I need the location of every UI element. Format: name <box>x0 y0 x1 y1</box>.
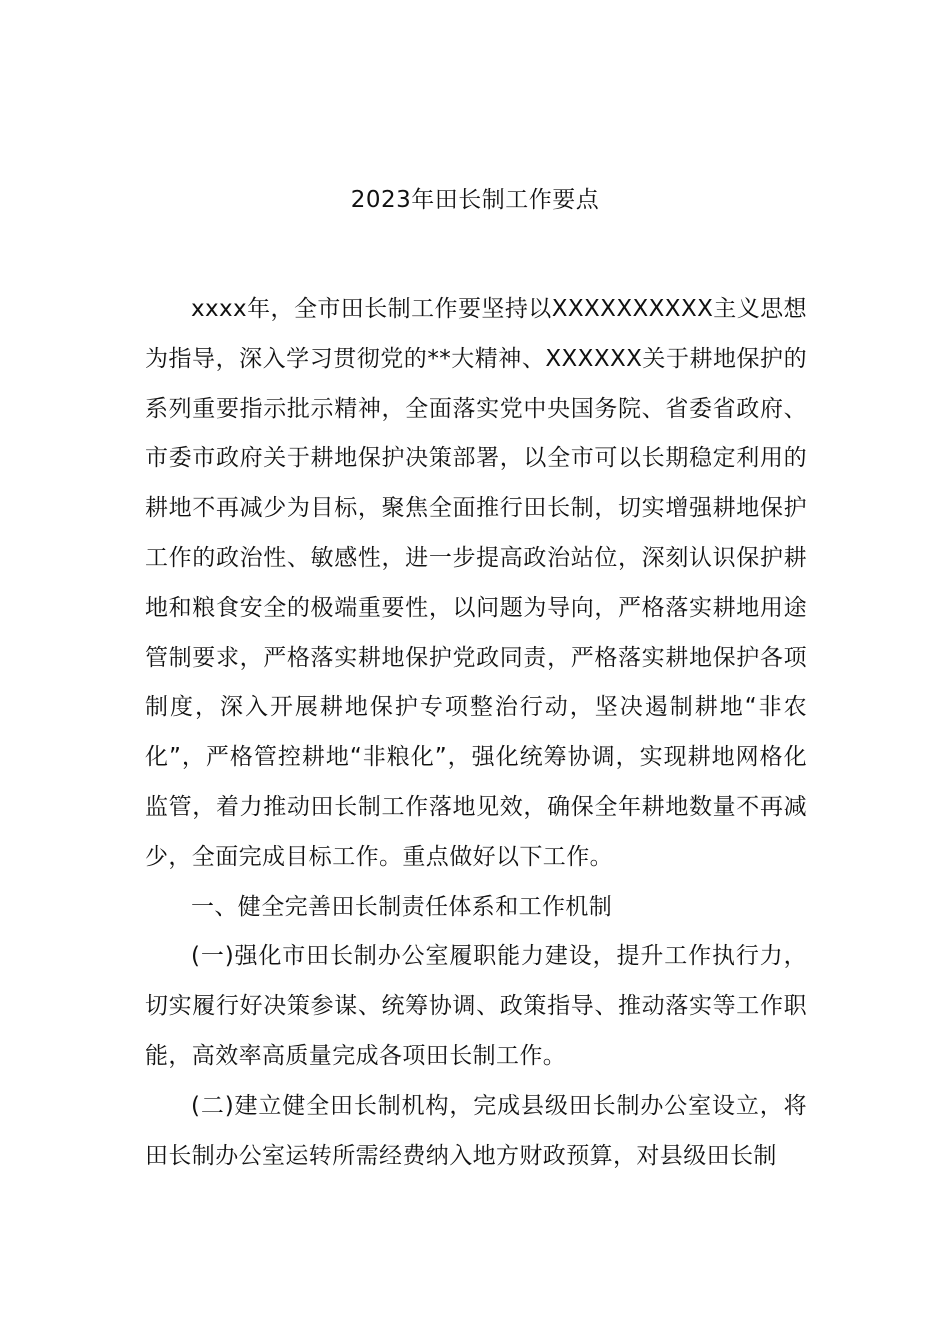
document-body <box>145 285 807 1181</box>
section-heading-1: 一、健全完善田长制责任体系和工作机制 <box>191 893 613 920</box>
document-title: 2023年田长制工作要点 <box>350 187 600 213</box>
item-paragraph-2: (二)建立健全田长制机构，完成县级田长制办公室设立，将田长制办公室运转所需经费纳入地方财政预算，对县级田长制 <box>145 1092 807 1169</box>
intro-paragraph: xxxx年，全市田长制工作要坚持以XXXXXXXXXX主义思想为指导，深入学习贯彻党的**大精神、XXXXXX关于耕地保护的系列重要指示批示精神，全面落实党中央国务院、省委省政府、市委市政府关于耕地保护决策部署，以全市可以长期稳定利用的耕地不再减少为目标，聚焦全面推行田长制，切实增强耕地保护工作的政治性、敏感性，进一步提高政治站位，深刻认识保护耕地和粮食安全的极端重要性，以问题为导向，严格落实耕地用途管制要求，严格落实耕地保护党政同责，严格落实耕地保护各项制度，深入开展耕地保护专项整治行动，坚决遏制耕地“非农化”，严格管控耕地“非粮化”，强化统筹协调，实现耕地网格化监管，着力推动田长制工作落地见效，确保全年耕地数量不再减少，全面完成目标工作。重点做好以下工作。 <box>145 296 807 870</box>
item-paragraph-1: (一)强化市田长制办公室履职能力建设，提升工作执行力，切实履行好决策参谋、统筹协调、政策指导、推动落实等工作职能，高效率高质量完成各项田长制工作。 <box>145 943 807 1069</box>
